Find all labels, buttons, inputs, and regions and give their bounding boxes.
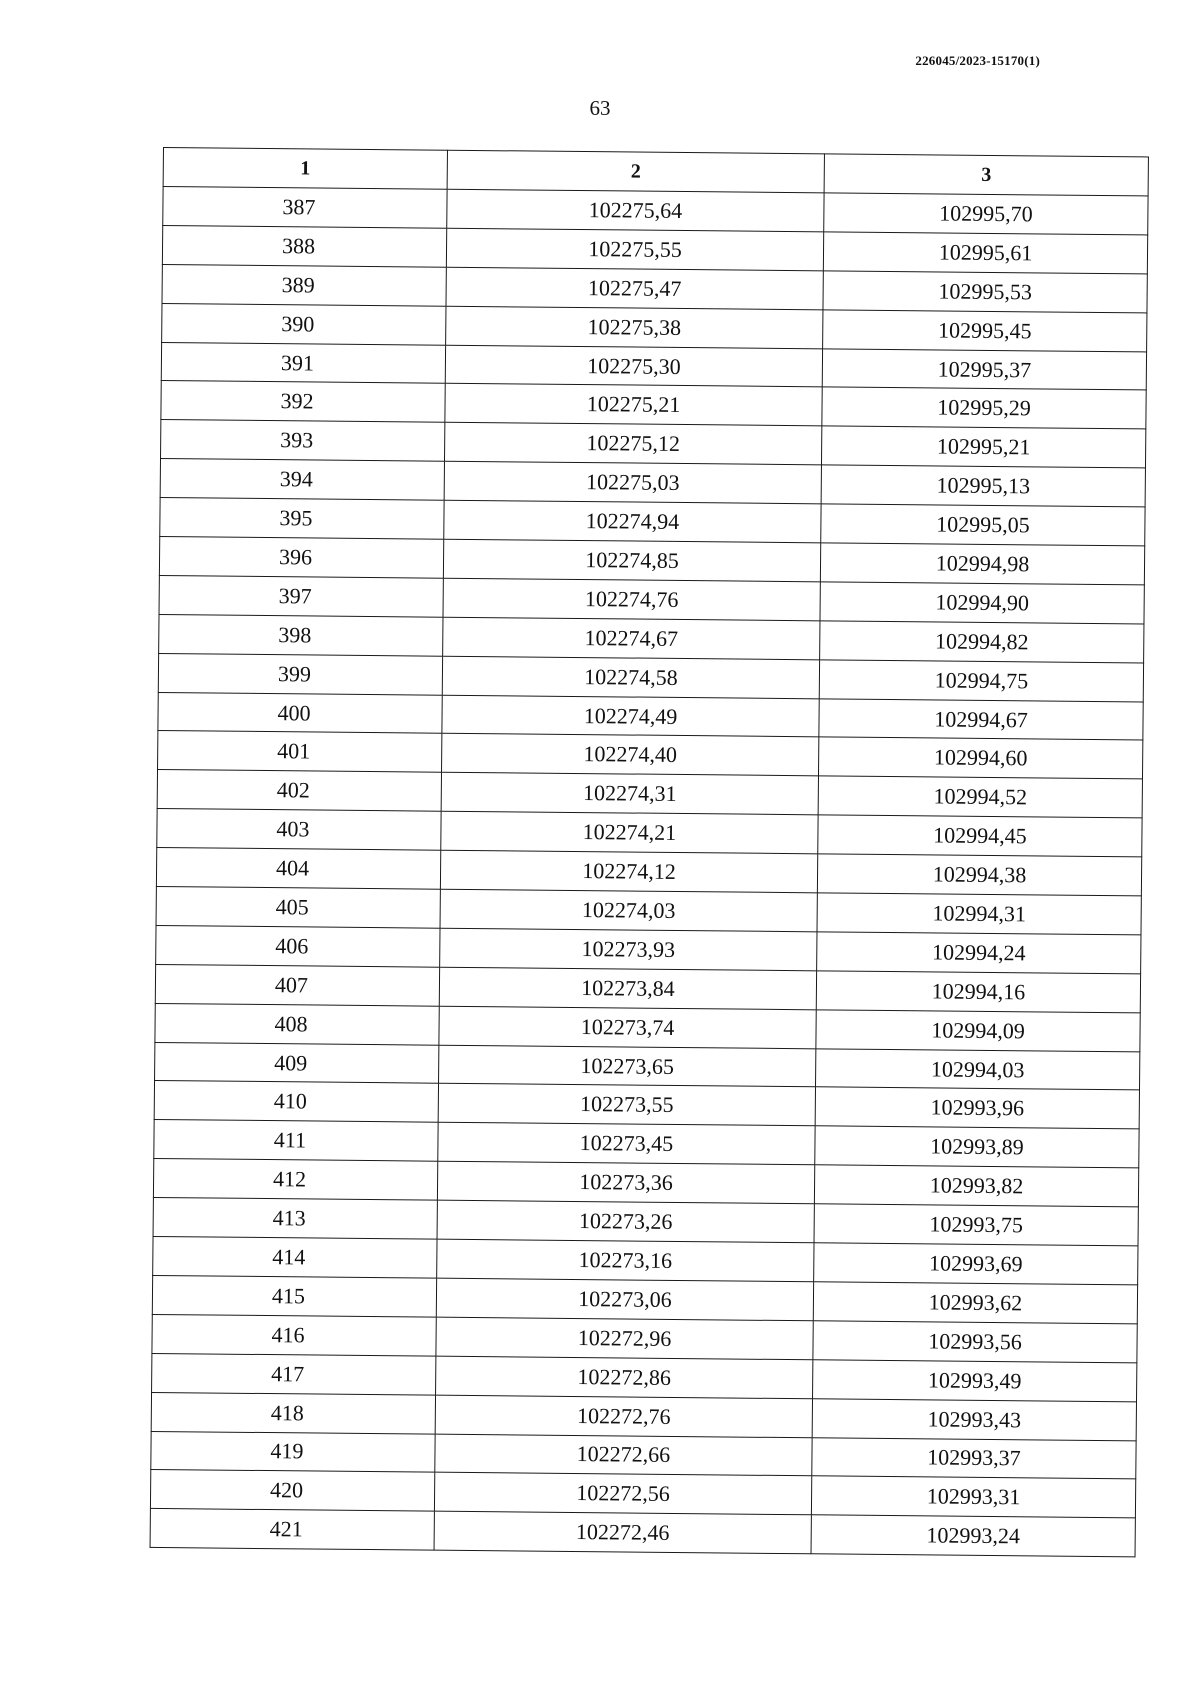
point-number-cell: 414 xyxy=(153,1237,437,1279)
point-number-cell: 395 xyxy=(160,498,444,540)
coordinate-x-cell: 102274,58 xyxy=(442,656,819,699)
point-number-cell: 394 xyxy=(160,459,444,501)
coordinate-y-cell: 102994,60 xyxy=(818,737,1142,779)
point-number-cell: 413 xyxy=(153,1198,437,1240)
coordinate-x-cell: 102273,06 xyxy=(436,1278,813,1321)
point-number-cell: 415 xyxy=(152,1275,436,1317)
point-number-cell: 420 xyxy=(150,1470,434,1512)
coordinate-y-cell: 102994,52 xyxy=(818,776,1142,818)
point-number-cell: 417 xyxy=(152,1353,436,1395)
coordinate-x-cell: 102272,46 xyxy=(434,1511,811,1554)
coordinate-x-cell: 102274,67 xyxy=(443,617,820,660)
document-code: 226045/2023-15170(1) xyxy=(915,53,1040,68)
point-number-cell: 405 xyxy=(156,887,440,929)
coordinate-y-cell: 102993,43 xyxy=(812,1398,1136,1440)
coordinate-y-cell: 102994,31 xyxy=(817,893,1141,935)
coordinate-x-cell: 102275,21 xyxy=(445,384,822,427)
point-number-cell: 400 xyxy=(158,692,442,734)
coordinate-y-cell: 102995,05 xyxy=(821,504,1145,546)
coordinate-x-cell: 102272,86 xyxy=(436,1356,813,1399)
coordinate-y-cell: 102994,24 xyxy=(817,932,1141,974)
coordinate-x-cell: 102274,21 xyxy=(441,811,818,854)
coordinate-x-cell: 102273,93 xyxy=(440,928,817,971)
coordinate-y-cell: 102993,56 xyxy=(813,1321,1137,1363)
coordinate-y-cell: 102993,24 xyxy=(811,1515,1135,1557)
coordinate-x-cell: 102273,74 xyxy=(439,1006,816,1049)
point-number-cell: 401 xyxy=(158,731,442,773)
coordinate-y-cell: 102994,38 xyxy=(817,854,1141,896)
point-number-cell: 408 xyxy=(155,1003,439,1045)
coordinate-y-cell: 102994,16 xyxy=(816,971,1140,1013)
coordinate-y-cell: 102993,82 xyxy=(814,1165,1138,1207)
coordinate-y-cell: 102995,29 xyxy=(822,387,1146,429)
coordinate-y-cell: 102993,75 xyxy=(814,1204,1138,1246)
coordinate-x-cell: 102274,85 xyxy=(443,539,820,582)
point-number-cell: 407 xyxy=(155,964,439,1006)
table-row xyxy=(150,1509,1135,1557)
coordinate-y-cell: 102995,21 xyxy=(821,426,1145,468)
table-body xyxy=(150,187,1148,1558)
coordinate-x-cell: 102274,03 xyxy=(440,889,817,932)
coordinate-y-cell: 102993,96 xyxy=(815,1087,1139,1129)
coordinate-y-cell: 102994,75 xyxy=(819,660,1143,702)
coordinate-y-cell: 102995,70 xyxy=(824,193,1148,235)
coordinate-x-cell: 102274,94 xyxy=(444,500,821,543)
coordinate-y-cell: 102993,49 xyxy=(813,1360,1137,1402)
column-header-3: 3 xyxy=(824,154,1148,196)
coordinate-x-cell: 102275,03 xyxy=(444,461,821,504)
coordinate-x-cell: 102273,36 xyxy=(437,1161,814,1204)
coordinate-x-cell: 102274,49 xyxy=(442,695,819,738)
point-number-cell: 404 xyxy=(156,848,440,890)
coordinate-y-cell: 102994,09 xyxy=(816,1010,1140,1052)
coordinate-y-cell: 102994,98 xyxy=(820,543,1144,585)
coordinate-y-cell: 102993,89 xyxy=(815,1126,1139,1168)
page-number: 63 xyxy=(589,96,611,120)
point-number-cell: 412 xyxy=(153,1159,437,1201)
coordinate-x-cell: 102274,76 xyxy=(443,578,820,621)
coordinate-y-cell: 102995,45 xyxy=(823,310,1147,352)
coordinate-y-cell: 102994,03 xyxy=(816,1048,1140,1090)
point-number-cell: 419 xyxy=(151,1431,435,1473)
column-header-1: 1 xyxy=(163,148,447,190)
coordinate-x-cell: 102273,84 xyxy=(439,967,816,1010)
point-number-cell: 398 xyxy=(159,614,443,656)
point-number-cell: 399 xyxy=(158,653,442,695)
coordinate-x-cell: 102274,31 xyxy=(441,773,818,816)
coordinate-x-cell: 102273,55 xyxy=(438,1084,815,1127)
coordinate-y-cell: 102994,45 xyxy=(818,815,1142,857)
coordinate-y-cell: 102995,13 xyxy=(821,465,1145,507)
coordinates-table xyxy=(150,147,1149,1558)
point-number-cell: 387 xyxy=(163,187,447,229)
point-number-cell: 390 xyxy=(162,303,446,345)
coordinate-y-cell: 102994,67 xyxy=(819,698,1143,740)
coordinate-x-cell: 102275,12 xyxy=(444,423,821,466)
coordinate-y-cell: 102994,82 xyxy=(820,621,1144,663)
point-number-cell: 409 xyxy=(155,1042,439,1084)
point-number-cell: 411 xyxy=(154,1120,438,1162)
coordinate-x-cell: 102275,38 xyxy=(446,306,823,349)
coordinate-x-cell: 102273,16 xyxy=(437,1239,814,1282)
point-number-cell: 416 xyxy=(152,1314,436,1356)
coordinate-x-cell: 102273,45 xyxy=(438,1123,815,1166)
coordinate-y-cell: 102993,31 xyxy=(811,1476,1135,1518)
coordinate-y-cell: 102993,69 xyxy=(814,1243,1138,1285)
point-number-cell: 418 xyxy=(151,1392,435,1434)
coordinate-x-cell: 102275,30 xyxy=(445,345,822,388)
point-number-cell: 402 xyxy=(157,770,441,812)
point-number-cell: 389 xyxy=(162,264,446,306)
coordinate-y-cell: 102993,62 xyxy=(813,1282,1137,1324)
coordinate-y-cell: 102993,37 xyxy=(812,1437,1136,1479)
point-number-cell: 406 xyxy=(156,925,440,967)
coordinate-x-cell: 102272,76 xyxy=(435,1395,812,1438)
point-number-cell: 393 xyxy=(161,420,445,462)
point-number-cell: 410 xyxy=(154,1081,438,1123)
coordinate-x-cell: 102273,65 xyxy=(439,1045,816,1088)
coordinate-x-cell: 102274,40 xyxy=(442,734,819,777)
coordinate-y-cell: 102995,61 xyxy=(823,232,1147,274)
point-number-cell: 421 xyxy=(150,1509,434,1551)
coordinate-y-cell: 102994,90 xyxy=(820,582,1144,624)
coordinate-x-cell: 102275,47 xyxy=(446,267,823,310)
point-number-cell: 391 xyxy=(161,342,445,384)
coordinate-y-cell: 102995,53 xyxy=(823,271,1147,313)
point-number-cell: 403 xyxy=(157,809,441,851)
point-number-cell: 392 xyxy=(161,381,445,423)
coordinate-x-cell: 102272,56 xyxy=(434,1473,811,1516)
coordinate-x-cell: 102273,26 xyxy=(437,1200,814,1243)
coordinate-x-cell: 102272,66 xyxy=(435,1434,812,1477)
point-number-cell: 396 xyxy=(159,537,443,579)
coordinate-x-cell: 102274,12 xyxy=(440,850,817,893)
coordinate-y-cell: 102995,37 xyxy=(822,348,1146,390)
coordinate-x-cell: 102275,55 xyxy=(446,228,823,271)
column-header-2: 2 xyxy=(447,150,824,193)
coordinate-x-cell: 102272,96 xyxy=(436,1317,813,1360)
coordinate-x-cell: 102275,64 xyxy=(447,189,824,232)
point-number-cell: 397 xyxy=(159,575,443,617)
point-number-cell: 388 xyxy=(162,225,446,267)
